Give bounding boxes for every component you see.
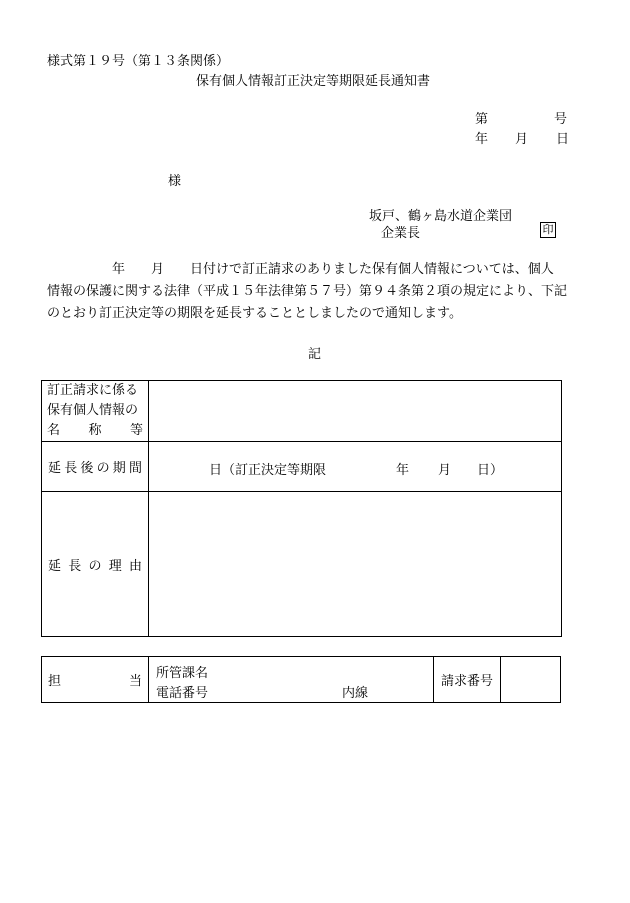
date-day: 日 <box>556 132 570 147</box>
info-name-label-last: 名 称 等 <box>47 423 143 438</box>
info-name-label-cell <box>42 381 149 442</box>
date-year: 年 <box>475 132 489 147</box>
phone-label: 電話番号 <box>156 686 209 701</box>
extension-label: 内線 <box>342 686 369 701</box>
request-number-label-cell <box>434 657 501 703</box>
period-day-close: 日） <box>477 463 504 478</box>
extended-period-value-cell[interactable] <box>149 442 562 492</box>
form-number: 様式第１９号（第１３条関係） <box>47 54 230 69</box>
doc-number-prefix: 第 <box>475 112 489 127</box>
document-title: 保有個人情報訂正決定等期限延長通知書 <box>196 74 431 89</box>
addressee-honorific: 様 <box>168 174 182 189</box>
info-name-value-cell[interactable] <box>149 381 562 442</box>
request-number-value-cell[interactable] <box>501 657 561 703</box>
info-name-label-line: 訂正請求に係る <box>47 383 139 398</box>
extension-reason-label: 延 長 の 理 由 <box>48 558 142 574</box>
info-name-label-line: 保有個人情報の <box>47 403 139 418</box>
details-table <box>41 380 562 637</box>
issuer-organization: 坂戸、鶴ヶ島水道企業団 <box>369 209 513 224</box>
contact-details-cell[interactable] <box>149 657 434 703</box>
request-number-label: 請求番号 <box>440 674 493 689</box>
extension-reason-value-cell[interactable] <box>149 492 562 637</box>
doc-number-suffix: 号 <box>554 112 568 127</box>
notice-line: 情報の保護に関する法律（平成１５年法律第５７号）第９４条第２項の規定により、下記 <box>47 284 568 299</box>
issuer-title: 企業長 <box>381 226 421 241</box>
period-year: 年 <box>396 463 410 478</box>
department-label: 所管課名 <box>156 666 209 681</box>
seal-mark: 印 <box>540 222 556 238</box>
extended-period-label-cell <box>42 442 149 492</box>
extended-period-label: 延 長 後 の 期 間 <box>48 461 142 476</box>
contact-label-cell <box>42 657 149 703</box>
date-month: 月 <box>515 132 529 147</box>
period-month: 月 <box>438 463 452 478</box>
contact-label: 担 当 <box>48 674 142 689</box>
notice-line: のとおり訂正決定等の期限を延長することとしましたので通知します。 <box>47 306 462 321</box>
extension-reason-label-cell <box>42 492 149 637</box>
notice-paragraph <box>47 259 592 325</box>
ki-heading: 記 <box>308 347 322 362</box>
notice-line: 年 月 日付けで訂正請求のありました保有個人情報については、個人 <box>47 262 554 277</box>
period-day: 日（訂正決定等期限 <box>209 463 327 478</box>
contact-table <box>41 656 561 703</box>
